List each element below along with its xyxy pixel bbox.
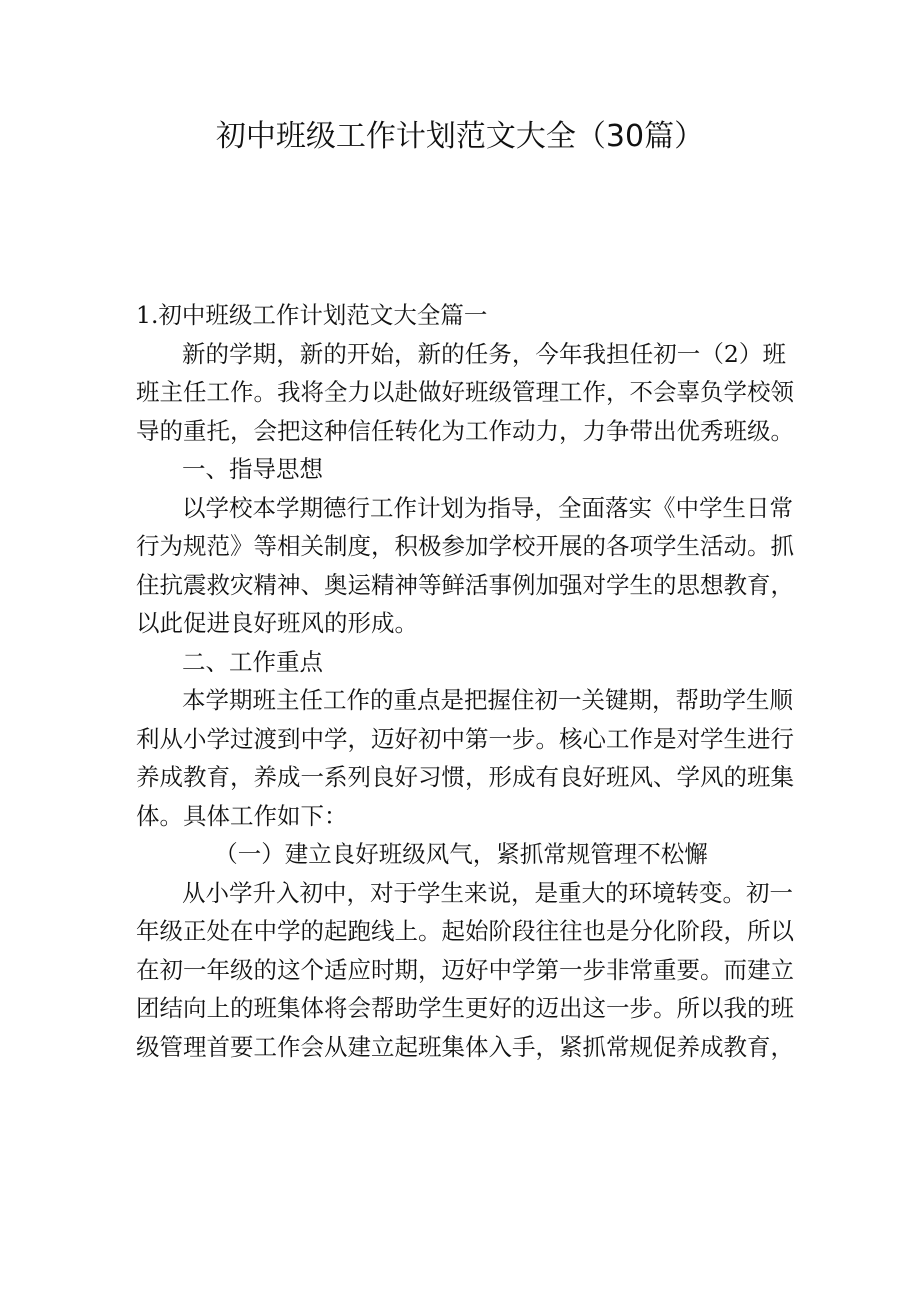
paragraph-line: 从小学升入初中，对于学生来说，是重大的环境转变。初一 — [182, 878, 793, 907]
paragraph-line: 导的重托，会把这种信任转化为工作动力，力争带出优秀班级。 — [136, 416, 794, 445]
article-heading: 1.初中班级工作计划范文大全篇一 — [136, 301, 488, 329]
paragraph-line: 团结向上的班集体将会帮助学生更好的迈出这一步。所以我的班 — [136, 994, 794, 1022]
paragraph-4 — [136, 874, 794, 1067]
document-body — [136, 296, 794, 1066]
section-heading-work-focus: 二、工作重点 — [182, 647, 323, 676]
paragraph-line: 班主任工作。我将全力以赴做好班级管理工作，不会辜负学校领 — [136, 378, 794, 406]
paragraph-1 — [136, 335, 794, 451]
paragraph-line: 住抗震救灾精神、奥运精神等鲜活事例加强对学生的思想教育， — [136, 570, 794, 599]
paragraph-line: 本学期班主任工作的重点是把握住初一关键期，帮助学生顺 — [182, 686, 793, 714]
paragraph-line: 以学校本学期德行工作计划为指导，全面落实《中学生日常 — [182, 493, 793, 522]
paragraph-2 — [136, 489, 794, 643]
paragraph-line: 年级正处在中学的起跑线上。起始阶段往往也是分化阶段，所以 — [136, 917, 794, 945]
paragraph-line: 新的学期，新的开始，新的任务，今年我担任初一（2）班 — [182, 339, 786, 368]
paragraph-line: 级管理首要工作会从建立起班集体入手，紧抓常规促养成教育， — [136, 1032, 794, 1061]
paragraph-line: 在初一年级的这个适应时期，迈好中学第一步非常重要。而建立 — [136, 955, 794, 984]
paragraph-line: 以此促进良好班风的形成。 — [136, 609, 418, 637]
subsection-heading: （一）建立良好班级风气，紧抓常规管理不松懈 — [214, 840, 708, 868]
paragraph-line: 体。具体工作如下： — [136, 801, 348, 830]
section-heading-guiding-thought: 一、指导思想 — [182, 455, 323, 483]
paragraph-line: 养成教育，养成一系列良好习惯，形成有良好班风、学风的班集 — [136, 763, 794, 791]
paragraph-line: 利从小学过渡到中学，迈好初中第一步。核心工作是对学生进行 — [136, 724, 794, 753]
document-title: 初中班级工作计划范文大全（30篇） — [215, 119, 705, 154]
paragraph-3 — [136, 681, 794, 835]
paragraph-line: 行为规范》等相关制度，积极参加学校开展的各项学生活动。抓 — [136, 532, 794, 560]
